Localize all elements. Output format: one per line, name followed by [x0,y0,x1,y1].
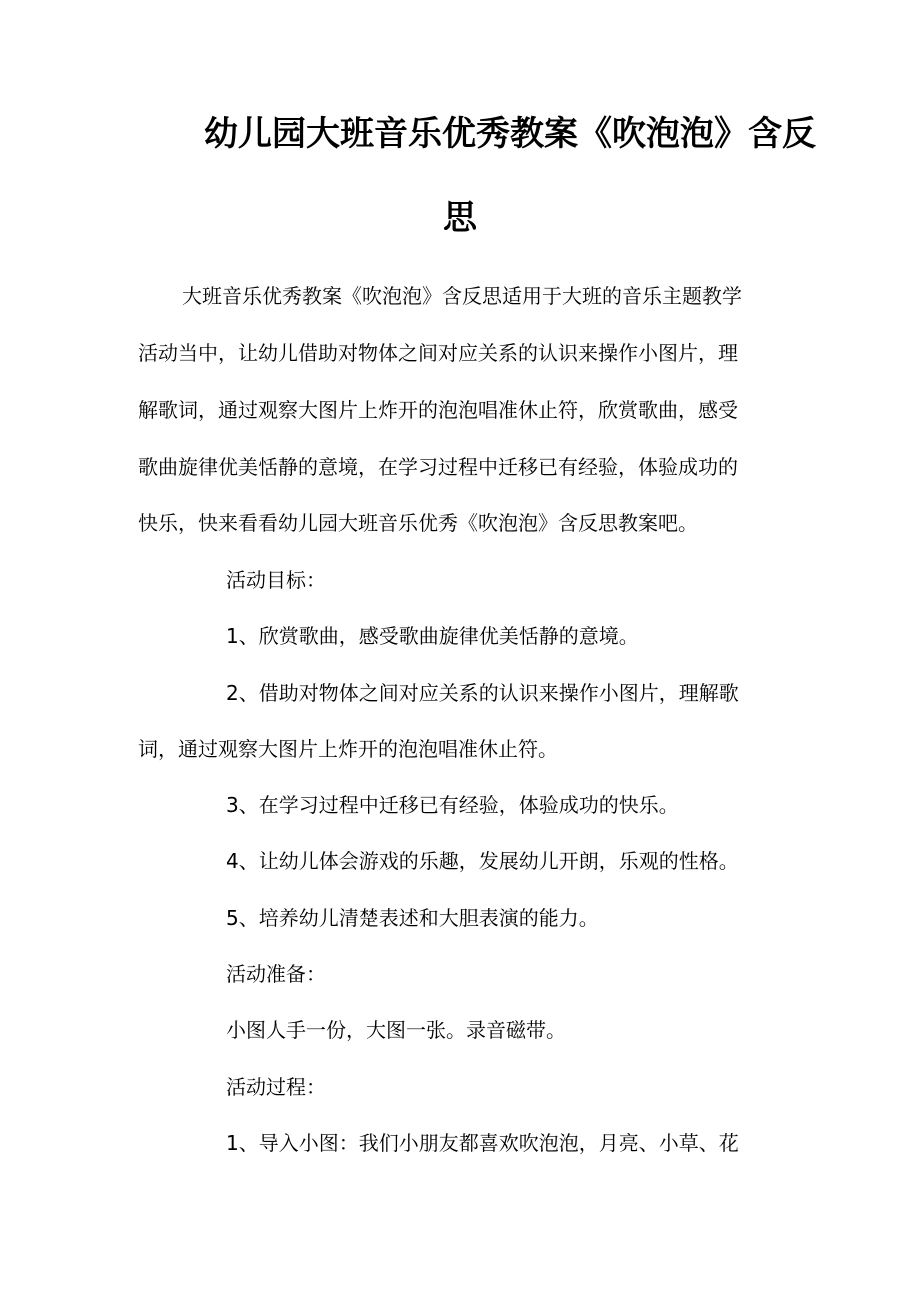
intro-line-3: 解歌词，通过观察大图片上炸开的泡泡唱准休止符，欣赏歌曲，感受 [138,398,738,422]
intro-line-4: 歌曲旋律优美恬静的意境，在学习过程中迁移已有经验，体验成功的 [138,455,738,479]
page-title-line-2: 思 [443,198,477,238]
goal-2-line-2: 词，通过观察大图片上炸开的泡泡唱准休止符。 [138,737,558,761]
intro-line-2: 活动当中，让幼儿借助对物体之间对应关系的认识来操作小图片，理 [138,341,738,365]
goal-4: 4、让幼儿体会游戏的乐趣，发展幼儿开朗，乐观的性格。 [226,849,739,873]
goal-1: 1、欣赏歌曲，感受歌曲旋律优美恬静的意境。 [226,624,639,648]
goal-5: 5、培养幼儿清楚表述和大胆表演的能力。 [226,906,599,930]
intro-line-5: 快乐，快来看看幼儿园大班音乐优秀《吹泡泡》含反思教案吧。 [138,511,698,535]
intro-line-1: 大班音乐优秀教案《吹泡泡》含反思适用于大班的音乐主题教学 [182,284,742,308]
page-title-line-1: 幼儿园大班音乐优秀教案《吹泡泡》含反 [204,114,816,154]
goals-heading: 活动目标： [226,568,326,592]
process-heading: 活动过程： [226,1075,326,1099]
goal-2-line-1: 2、借助对物体之间对应关系的认识来操作小图片，理解歌 [226,681,739,705]
process-step-1: 1、导入小图：我们小朋友都喜欢吹泡泡，月亮、小草、花 [226,1131,739,1155]
goal-3: 3、在学习过程中迁移已有经验，体验成功的快乐。 [226,793,679,817]
prep-heading: 活动准备： [226,962,326,986]
prep-text: 小图人手一份，大图一张。录音磁带。 [226,1018,566,1042]
